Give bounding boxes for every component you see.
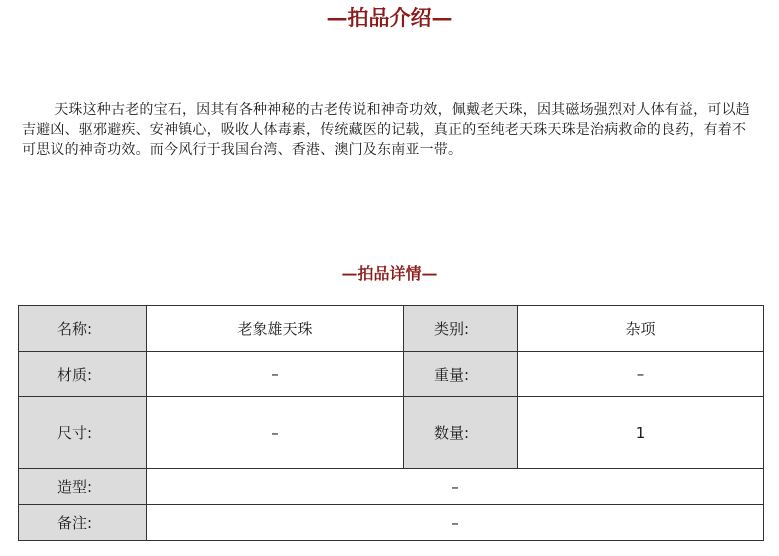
details-row-material — [19, 352, 764, 397]
details-row-remarks — [19, 505, 764, 541]
details-row-name — [19, 306, 764, 352]
weight-value: – — [518, 352, 764, 397]
intro-section-title: —拍品介绍— — [326, 5, 453, 30]
category-value: 杂项 — [518, 306, 764, 352]
shape-value: – — [147, 469, 764, 505]
category-label: 类别: — [404, 306, 518, 352]
details-row-size — [19, 397, 764, 469]
details-row-shape — [19, 469, 764, 505]
weight-label: 重量: — [404, 352, 518, 397]
material-value: – — [147, 352, 404, 397]
details-section-title: —拍品详情— — [341, 264, 438, 283]
intro-paragraph: 天珠这种古老的宝石，因其有各种神秘的古老传说和神奇功效，佩戴老天珠，因其磁场强烈对人体有益，可以趋吉避凶、驱邪避疾、安神镇心，吸收人体毒素，传统藏医的记载，真正的至纯老天珠天珠是治病救命的良药，有着不可思议的神奇功效。而今风行于我国台湾、香港、澳门及东南亚一带。 — [22, 102, 750, 158]
shape-label: 造型: — [19, 469, 147, 505]
name-label: 名称: — [19, 306, 147, 352]
remarks-label: 备注: — [19, 505, 147, 541]
material-label: 材质: — [19, 352, 147, 397]
quantity-label: 数量: — [404, 397, 518, 469]
size-value: – — [147, 397, 404, 469]
details-table — [18, 305, 764, 541]
size-label: 尺寸: — [19, 397, 147, 469]
quantity-value: 1 — [518, 397, 764, 469]
remarks-value: – — [147, 505, 764, 541]
name-value: 老象雄天珠 — [147, 306, 404, 352]
